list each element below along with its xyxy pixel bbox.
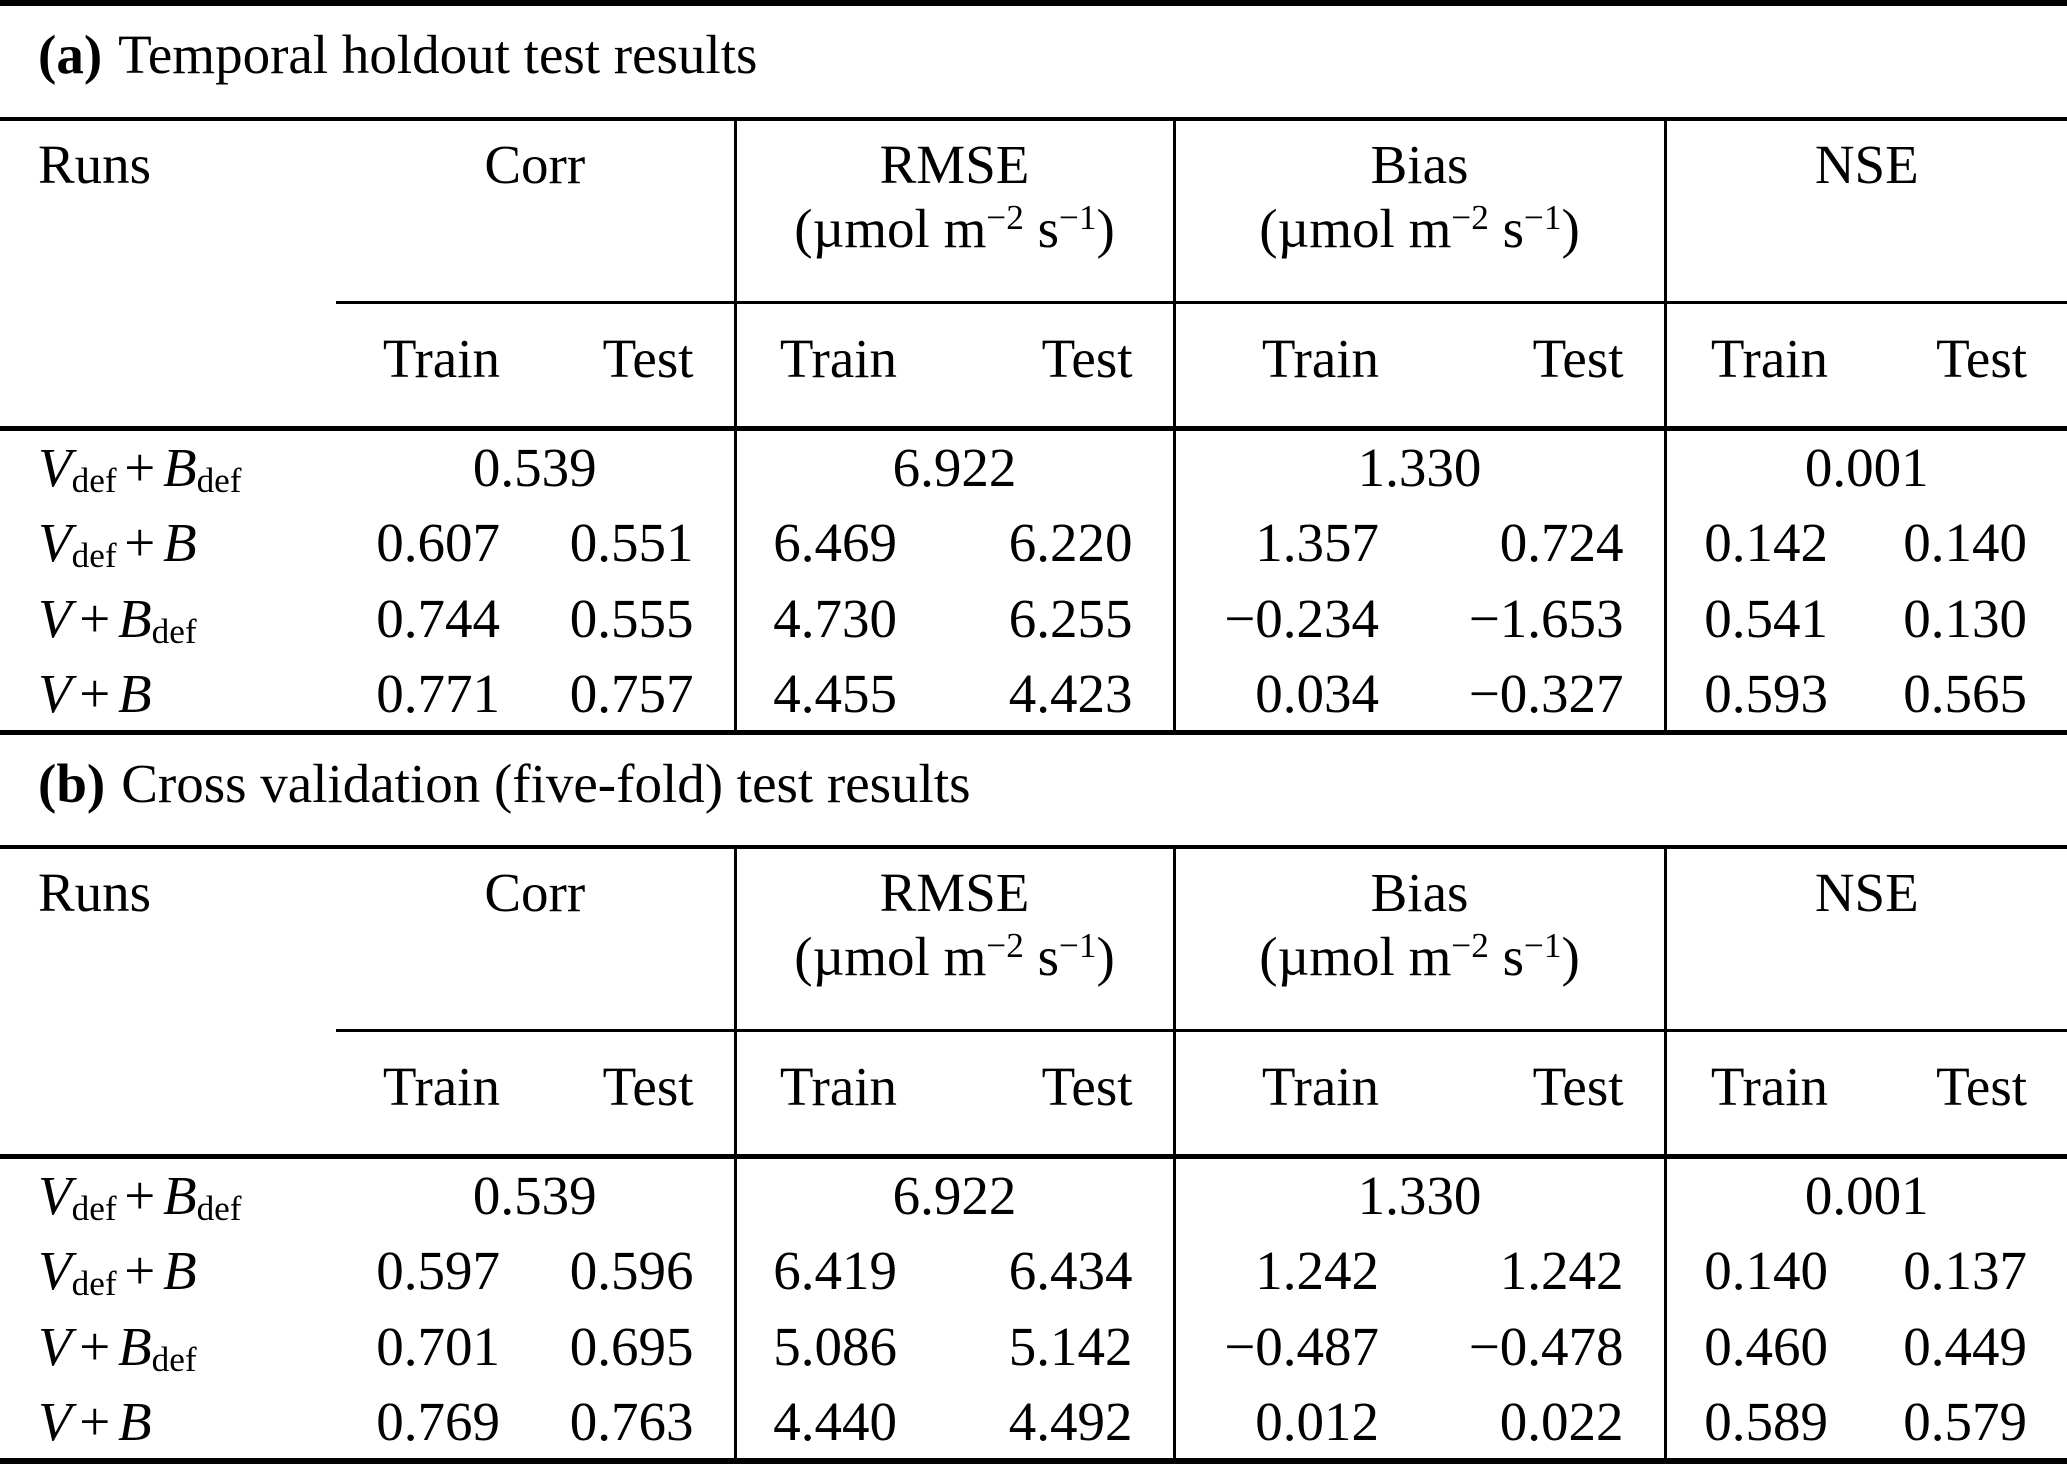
bias-test-header: Test: [1419, 1031, 1665, 1157]
runs-column-header: Runs: [0, 847, 336, 1157]
bias-span-value: 1.330: [1174, 429, 1665, 505]
bias-span-value: 1.330: [1174, 1157, 1665, 1233]
panel-b-title: [0, 735, 2067, 845]
nse-span-value: 0.001: [1665, 1157, 2067, 1233]
rmse-test-header: Test: [937, 303, 1174, 429]
nse-train-header: Train: [1665, 303, 1868, 429]
rmse-label: RMSE: [879, 134, 1030, 195]
rmse-group-header: [735, 119, 1174, 303]
table-row: [0, 1309, 2067, 1385]
corr-test-header: Test: [540, 1031, 735, 1157]
nse-train-value: 0.541: [1665, 581, 1868, 657]
corr-train-header: Train: [336, 303, 540, 429]
bias-train-header: Train: [1174, 303, 1419, 429]
nse-test-header: Test: [1868, 1031, 2067, 1157]
corr-train-value: 0.607: [376, 512, 500, 573]
corr-test-header: Test: [540, 303, 735, 429]
corr-group-header: Corr: [336, 119, 735, 303]
corr-span-value: 0.539: [472, 437, 597, 499]
run-label: $V_{def} + B_{def}$: [38, 437, 242, 501]
corr-test-value: 0.555: [569, 588, 694, 649]
nse-test-value: 0.579: [1903, 1390, 2028, 1452]
results-table-b: [0, 845, 2067, 1464]
corr-test-value: 0.763: [569, 1390, 694, 1452]
rmse-unit-label: (µmol $m^{-2}$ $s^{-1}$): [794, 926, 1115, 987]
rmse-test-value: 4.423: [1008, 662, 1133, 724]
rmse-train-value: 4.455: [735, 657, 937, 733]
corr-train-value: 0.771: [376, 662, 500, 724]
rmse-test-value: 6.434: [1008, 1240, 1133, 1301]
bias-test-value: 1.242: [1499, 1240, 1624, 1301]
nse-group-header: NSE: [1665, 119, 2067, 303]
bias-train-header: Train: [1174, 1031, 1419, 1157]
table-row: [0, 429, 2067, 505]
bias-group-header: [1174, 119, 1665, 303]
nse-train-value: 0.460: [1665, 1309, 1868, 1385]
bias-train-value: 0.034: [1174, 657, 1419, 733]
run-label: $V + B_{def}$: [38, 1316, 197, 1379]
bias-group-header: [1174, 847, 1665, 1031]
bias-test-value: −1.653: [1468, 588, 1624, 649]
rmse-train-value: 6.469: [735, 505, 937, 581]
bias-test-value: 0.724: [1499, 512, 1624, 573]
nse-test-value: 0.130: [1903, 588, 2028, 649]
bias-test-value: −0.327: [1468, 662, 1624, 724]
rmse-test-value: 6.220: [1008, 512, 1133, 573]
panel-a-title: [0, 6, 2067, 117]
nse-group-header: NSE: [1665, 847, 2067, 1031]
rmse-train-value: 5.086: [735, 1309, 937, 1385]
bias-label: Bias: [1370, 134, 1469, 195]
run-label: $V_{def} + B$: [38, 1240, 197, 1303]
bias-label: Bias: [1370, 862, 1469, 923]
rmse-test-header: Test: [937, 1031, 1174, 1157]
run-label: V + B: [38, 1390, 152, 1452]
rmse-group-header: [735, 847, 1174, 1031]
rmse-span-value: 6.922: [735, 429, 1174, 505]
corr-train-header: Train: [336, 1031, 540, 1157]
corr-train-value: 0.769: [376, 1390, 500, 1452]
corr-train-value: 0.701: [376, 1316, 500, 1377]
rmse-test-value: 4.492: [1008, 1390, 1133, 1452]
rmse-label: RMSE: [879, 862, 1030, 923]
bias-test-header: Test: [1419, 303, 1665, 429]
run-label: $V_{def} + B_{def}$: [38, 1165, 242, 1229]
rmse-unit-label: (µmol $m^{-2}$ $s^{-1}$): [794, 198, 1115, 259]
table-row: [0, 657, 2067, 733]
nse-test-value: 0.449: [1903, 1316, 2028, 1377]
bias-unit-label: (µmol $m^{-2}$ $s^{-1}$): [1259, 926, 1580, 987]
table-row: [0, 505, 2067, 581]
bias-train-value: −0.234: [1174, 581, 1419, 657]
corr-train-value: 0.744: [376, 588, 500, 649]
bias-train-value: 1.242: [1174, 1233, 1419, 1309]
corr-span-value: 0.539: [472, 1165, 597, 1227]
rmse-train-value: 4.730: [735, 581, 937, 657]
group-header-row: [0, 119, 2067, 303]
bias-train-value: −0.487: [1174, 1309, 1419, 1385]
panel-b-tag: (b): [38, 752, 106, 814]
corr-test-value: 0.551: [569, 512, 694, 573]
results-table-a: [0, 117, 2067, 735]
run-label: $V + B_{def}$: [38, 588, 197, 651]
group-header-row: [0, 847, 2067, 1031]
bias-test-value: −0.478: [1468, 1316, 1624, 1377]
rmse-test-value: 5.142: [1008, 1316, 1133, 1377]
panel-b-title-text: Cross validation (five-fold) test results: [121, 752, 971, 814]
bias-train-value: 1.357: [1174, 505, 1419, 581]
table-row: [0, 581, 2067, 657]
corr-test-value: 0.695: [569, 1316, 694, 1377]
nse-test-header: Test: [1868, 303, 2067, 429]
nse-span-value: 0.001: [1665, 429, 2067, 505]
nse-train-value: 0.589: [1665, 1385, 1868, 1461]
rmse-train-header: Train: [735, 1031, 937, 1157]
nse-train-value: 0.140: [1665, 1233, 1868, 1309]
rmse-train-header: Train: [735, 303, 937, 429]
nse-train-header: Train: [1665, 1031, 1868, 1157]
rmse-test-value: 6.255: [1008, 588, 1133, 649]
runs-column-header: Runs: [0, 119, 336, 429]
rmse-train-value: 4.440: [735, 1385, 937, 1461]
nse-test-value: 0.140: [1903, 512, 2028, 573]
nse-test-value: 0.565: [1903, 662, 2028, 724]
nse-train-value: 0.593: [1665, 657, 1868, 733]
table-row: [0, 1233, 2067, 1309]
panel-a-title-text: Temporal holdout test results: [118, 24, 758, 85]
table-row: [0, 1157, 2067, 1233]
corr-group-header: Corr: [336, 847, 735, 1031]
corr-test-value: 0.757: [569, 662, 694, 724]
corr-test-value: 0.596: [569, 1240, 694, 1301]
nse-train-value: 0.142: [1665, 505, 1868, 581]
bias-train-value: 0.012: [1174, 1385, 1419, 1461]
table-row: [0, 1385, 2067, 1461]
corr-train-value: 0.597: [376, 1240, 500, 1301]
run-label: V + B: [38, 662, 152, 724]
bias-test-value: 0.022: [1499, 1390, 1624, 1452]
panel-a-tag: (a): [38, 24, 103, 85]
rmse-train-value: 6.419: [735, 1233, 937, 1309]
rmse-span-value: 6.922: [735, 1157, 1174, 1233]
bias-unit-label: (µmol $m^{-2}$ $s^{-1}$): [1259, 198, 1580, 259]
run-label: $V_{def} + B$: [38, 512, 197, 575]
nse-test-value: 0.137: [1903, 1240, 2028, 1301]
